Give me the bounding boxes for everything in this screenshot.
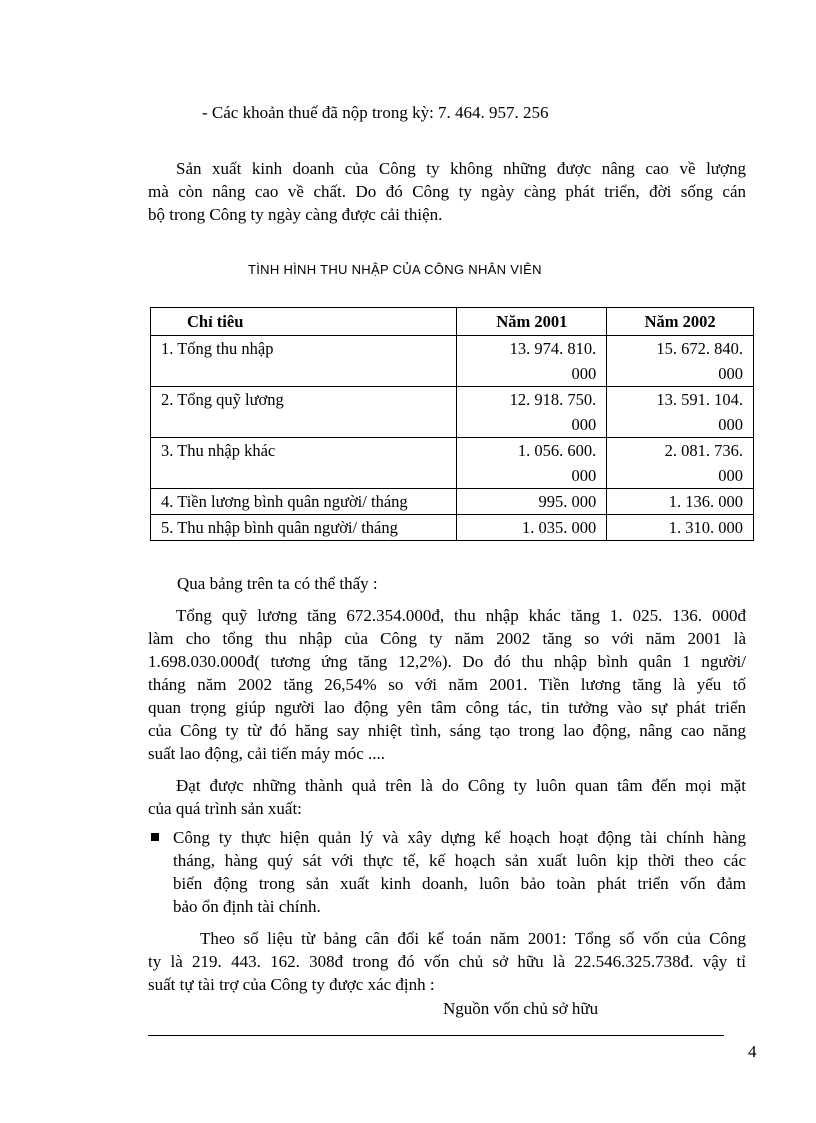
- text-line: của Công ty từ đó hăng say nhiệt tình, sáng tạo trong lao động, nâng cao năng: [148, 721, 746, 740]
- value-2001: 13. 974. 810. 000: [457, 336, 607, 387]
- text-line: bộ trong Công ty ngày càng được cải thiện.: [148, 205, 443, 224]
- row-label: 2. Tổng quỹ lương: [151, 387, 457, 438]
- paragraph-achievements: [148, 774, 746, 820]
- text-line: Tổng quỹ lương tăng 672.354.000đ, thu nhập khác tăng 1. 025. 136. 000đ: [176, 606, 746, 625]
- footer-rule: [148, 1035, 724, 1036]
- header-indicator: Chỉ tiêu: [151, 308, 457, 336]
- text-line: bảo ổn định tài chính.: [173, 897, 321, 916]
- table-header-row: [151, 308, 754, 336]
- value-2001: 1. 035. 000: [457, 515, 607, 541]
- text-line: Sản xuất kinh doanh của Công ty không những được nâng cao về lượng: [176, 159, 746, 178]
- text-line: suất lao động, cải tiến máy móc ....: [148, 744, 385, 763]
- value-2002: 1. 310. 000: [607, 515, 754, 541]
- header-2001: Năm 2001: [457, 308, 607, 336]
- text-line: ty là 219. 443. 162. 308đ trong đó vốn chủ sở hữu là 22.546.325.738đ. vậy tỉ: [148, 952, 746, 971]
- value-2002: 13. 591. 104. 000: [607, 387, 754, 438]
- table-row: [151, 387, 754, 438]
- text-line: của quá trình sản xuất:: [148, 799, 302, 818]
- text-line: 1.698.030.000đ( tương ứng tăng 12,2%). Do đó thu nhập bình quân 1 người/: [148, 652, 746, 671]
- text-line: tháng, hàng quý sát với thực tế, kế hoạch sản xuất luôn kịp thời theo các: [173, 851, 746, 870]
- value-2002: 2. 081. 736. 000: [607, 438, 754, 489]
- text-line: tháng năm 2002 tăng 26,54% so với năm 2001. Tiền lương tăng là yếu tố: [148, 675, 746, 694]
- paragraph-capital: [148, 927, 746, 996]
- table-row: [151, 489, 754, 515]
- formula-numerator: Nguồn vốn chủ sở hữu: [443, 999, 599, 1018]
- text-line: Theo số liệu từ bảng cân đối kế toán năm 2001: Tổng số vốn của Công: [200, 929, 746, 948]
- row-label: 3. Thu nhập khác: [151, 438, 457, 489]
- paragraph-output: [148, 157, 746, 226]
- table-row: [151, 515, 754, 541]
- row-label: 5. Thu nhập bình quân người/ tháng: [151, 515, 457, 541]
- value-2001: 1. 056. 600. 000: [457, 438, 607, 489]
- page-number: 4: [748, 1042, 757, 1061]
- header-2002: Năm 2002: [607, 308, 754, 336]
- text-line: biến động trong sản xuất kinh doanh, luôn bảo toàn phát triển vốn đảm: [173, 874, 746, 893]
- row-label: 4. Tiền lương bình quân người/ tháng: [151, 489, 457, 515]
- income-table: [150, 307, 754, 541]
- tax-line: - Các khoản thuế đã nộp trong kỳ: 7. 464. 957. 256: [202, 103, 549, 122]
- text-line: làm cho tổng thu nhập của Công ty năm 2002 tăng so với năm 2001 là: [148, 629, 746, 648]
- value-2002: 15. 672. 840. 000: [607, 336, 754, 387]
- text-line: quan trọng giúp người lao động yên tâm công tác, tin tưởng vào sự phát triển: [148, 698, 746, 717]
- bullet-icon: [151, 833, 159, 841]
- value-2002: 1. 136. 000: [607, 489, 754, 515]
- table-title: TÌNH HÌNH THU NHẬP CỦA CÔNG NHÂN VIÊN: [248, 262, 542, 277]
- value-2001: 12. 918. 750. 000: [457, 387, 607, 438]
- intro-line: Qua bảng trên ta có thể thấy :: [177, 574, 378, 593]
- paragraph-analysis: [148, 604, 746, 765]
- table-row: [151, 438, 754, 489]
- value-2001: 995. 000: [457, 489, 607, 515]
- text-line: Đạt được những thành quả trên là do Công ty luôn quan tâm đến mọi mặt: [176, 776, 746, 795]
- text-line: suất tự tài trợ của Công ty được xác định :: [148, 975, 435, 994]
- text-line: Công ty thực hiện quản lý và xây dựng kế hoạch hoạt động tài chính hàng: [173, 828, 746, 847]
- table-row: [151, 336, 754, 387]
- row-label: 1. Tổng thu nhập: [151, 336, 457, 387]
- text-line: mà còn nâng cao về chất. Do đó Công ty ngày càng phát triển, đời sống cán: [148, 182, 746, 201]
- bullet-item: [173, 826, 746, 918]
